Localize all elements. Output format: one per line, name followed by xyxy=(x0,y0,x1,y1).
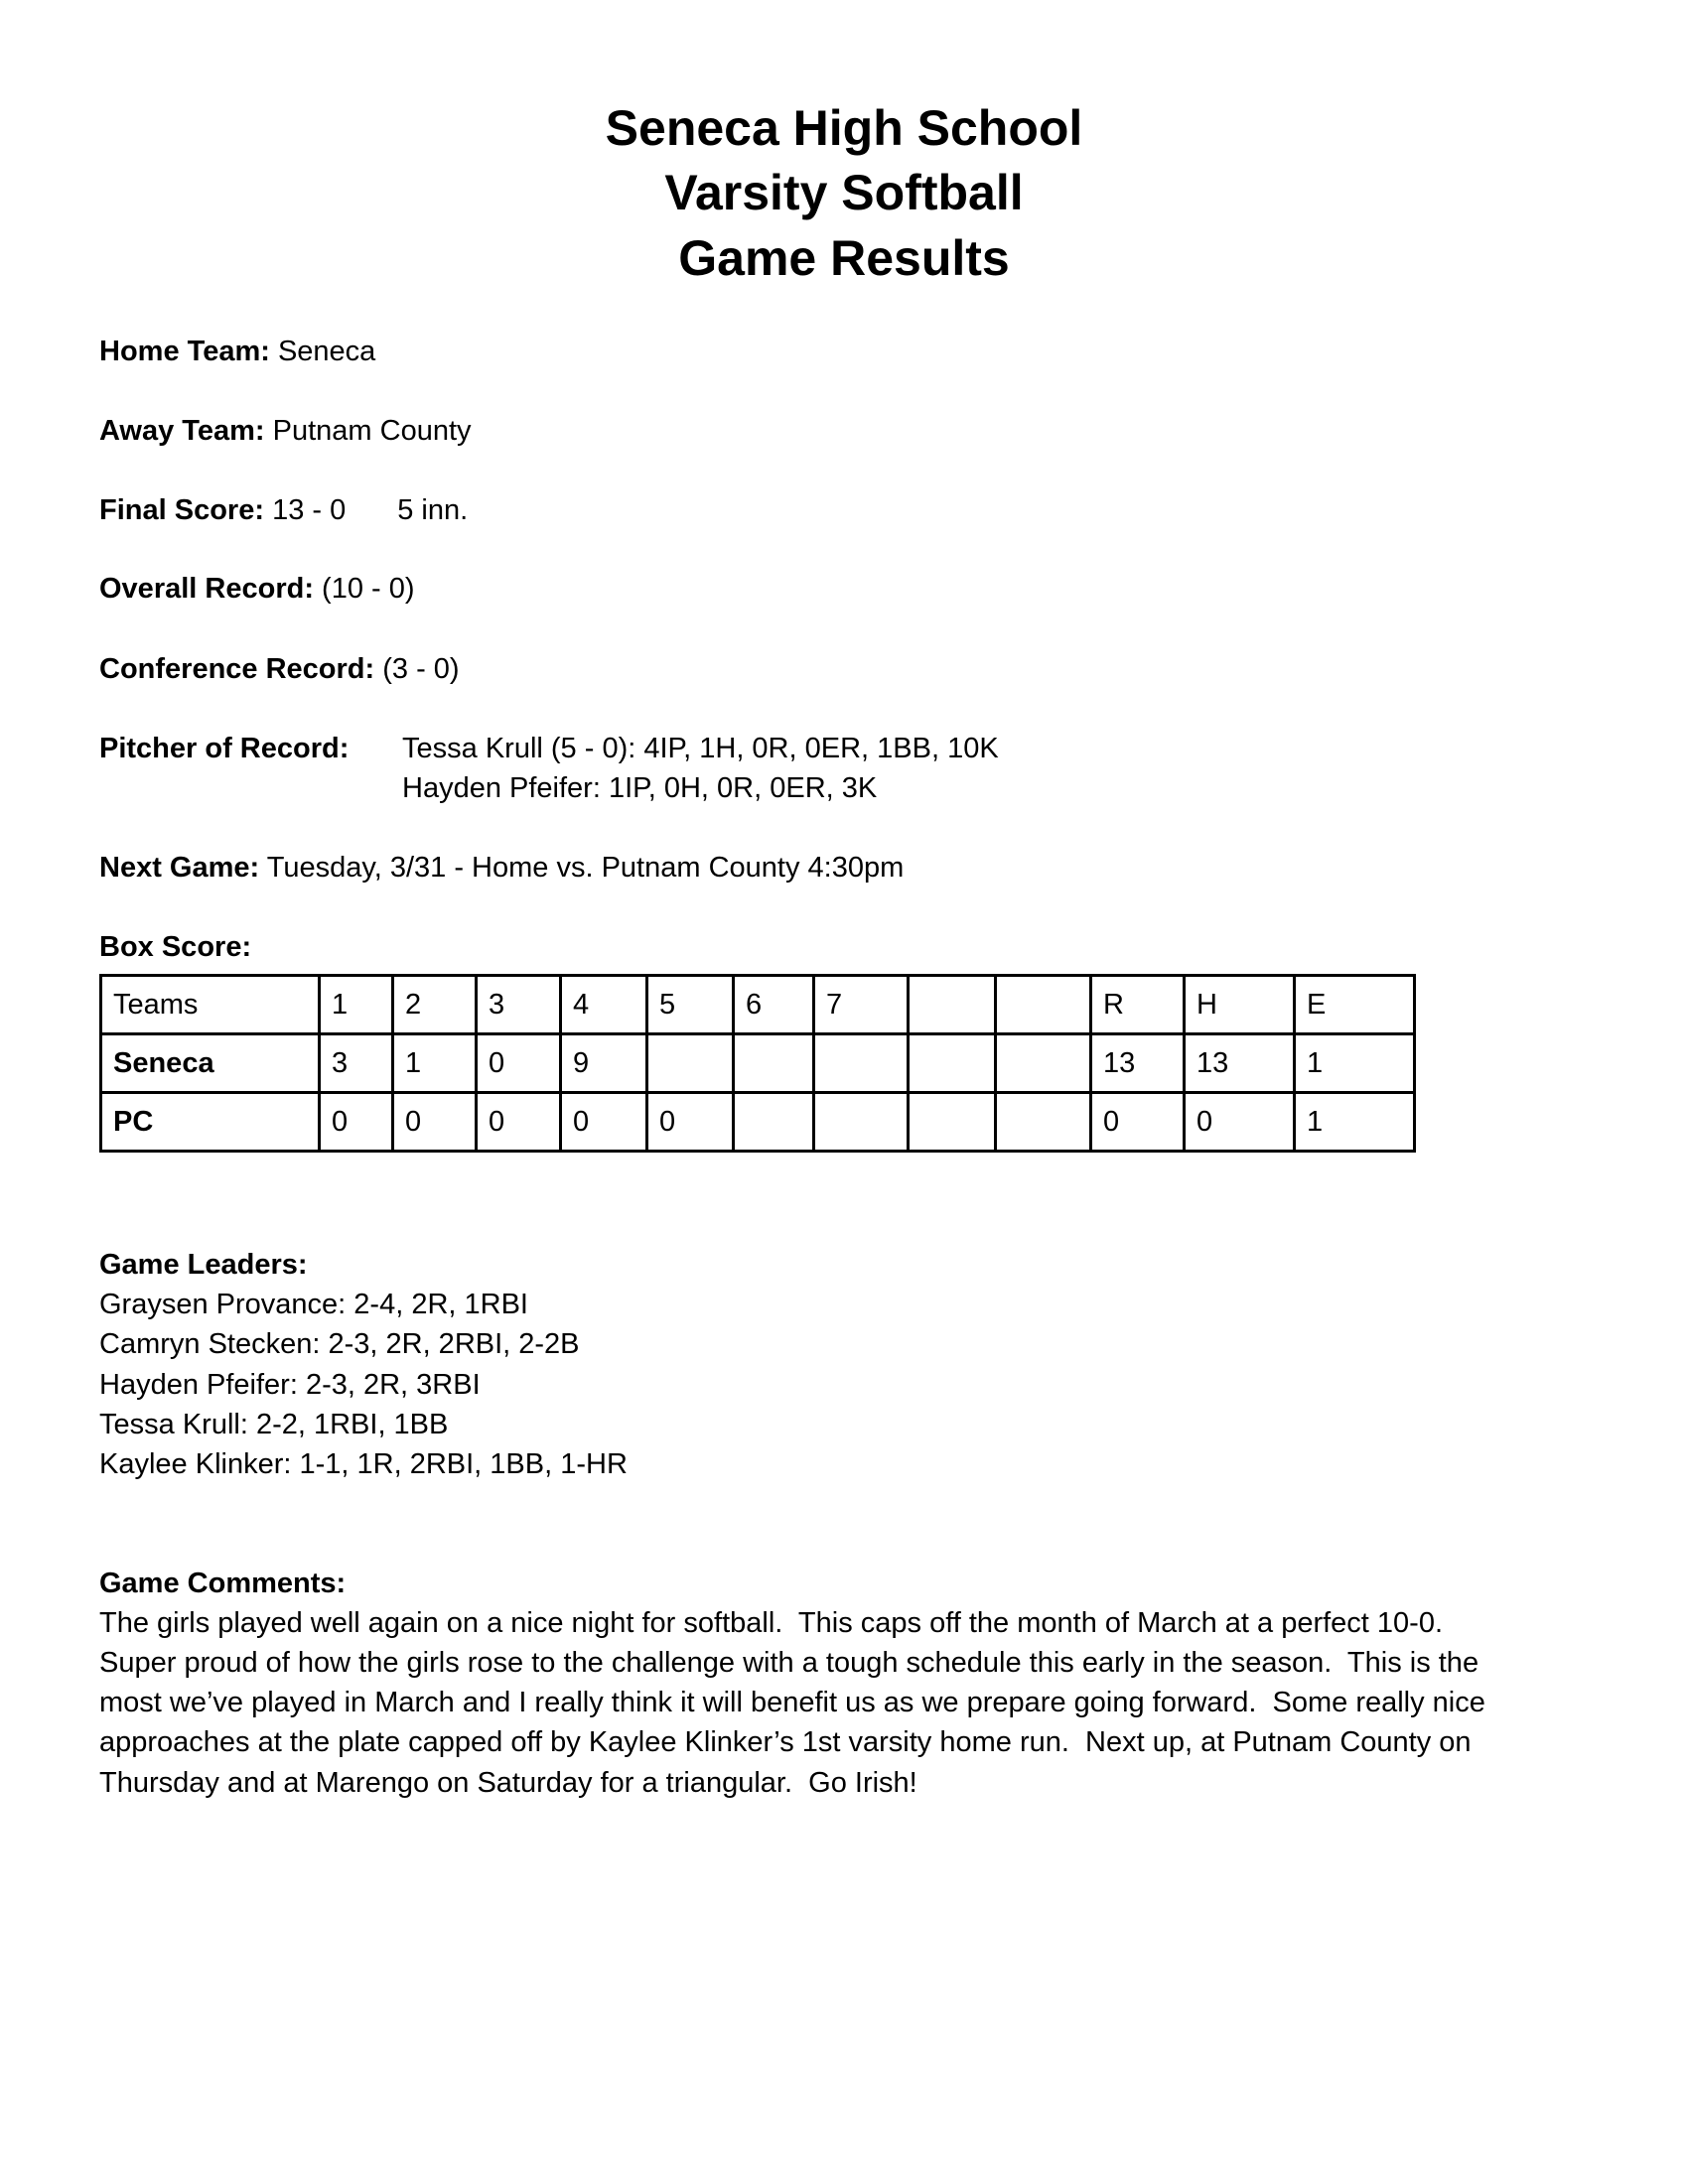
runs-cell: 13 xyxy=(1091,1034,1185,1093)
inning-cell: 0 xyxy=(320,1093,393,1152)
header-cell-errors: E xyxy=(1295,976,1415,1034)
next-game-value: Tuesday, 3/31 - Home vs. Putnam County 4:30pm xyxy=(266,852,905,884)
header-cell: 5 xyxy=(647,976,734,1034)
box-score-label: Box Score: xyxy=(99,931,252,963)
leader-item: Camryn Stecken: 2-3, 2R, 2RBI, 2-2B xyxy=(99,1328,580,1360)
final-score-field xyxy=(99,490,468,530)
comment-line: most we’ve played in March and I really think it will benefit us as we prepare going forward. Some really nice xyxy=(99,1687,1485,1718)
leader-item: Hayden Pfeifer: 2-3, 2R, 3RBI xyxy=(99,1369,481,1401)
comment-line: Thursday and at Marengo on Saturday for a triangular. Go Irish! xyxy=(99,1767,917,1799)
comment-line: approaches at the plate capped off by Kaylee Klinker’s 1st varsity home run. Next up, at Putnam County on xyxy=(99,1726,1472,1758)
errors-cell: 1 xyxy=(1295,1034,1415,1093)
home-team-label: Home Team: xyxy=(99,336,270,367)
inning-cell: 3 xyxy=(320,1034,393,1093)
final-score-value: 13 - 0 xyxy=(272,494,347,526)
header-cell: 4 xyxy=(561,976,647,1034)
header-cell-hits: H xyxy=(1185,976,1295,1034)
conference-record-value: (3 - 0) xyxy=(382,653,460,685)
team-name-cell: Seneca xyxy=(101,1034,320,1093)
header-cell xyxy=(909,976,996,1034)
box-score-table xyxy=(99,974,1416,1153)
title-line-school: Seneca High School xyxy=(605,100,1083,156)
inning-cell xyxy=(996,1093,1091,1152)
leader-item: Kaylee Klinker: 1-1, 1R, 2RBI, 1BB, 1-HR xyxy=(99,1448,628,1480)
overall-record-label: Overall Record: xyxy=(99,573,314,605)
title-line-team: Varsity Softball xyxy=(664,165,1024,220)
runs-cell: 0 xyxy=(1091,1093,1185,1152)
hits-cell: 13 xyxy=(1185,1034,1295,1093)
final-score-innings: 5 inn. xyxy=(397,494,469,526)
pitcher-of-record-label: Pitcher of Record: xyxy=(99,733,350,764)
overall-record-value: (10 - 0) xyxy=(322,573,415,605)
header-cell xyxy=(996,976,1091,1034)
inning-cell: 0 xyxy=(393,1093,477,1152)
inning-cell: 0 xyxy=(477,1034,561,1093)
inning-cell: 0 xyxy=(477,1093,561,1152)
box-score-header-row xyxy=(101,976,1415,1034)
home-team-field xyxy=(99,332,375,371)
inning-cell xyxy=(996,1034,1091,1093)
inning-cell xyxy=(734,1093,814,1152)
inning-cell xyxy=(734,1034,814,1093)
away-team-label: Away Team: xyxy=(99,415,265,447)
inning-cell xyxy=(909,1034,996,1093)
comment-line: The girls played well again on a nice night for softball. This caps off the month of March at a perfect 10-0. xyxy=(99,1607,1444,1639)
inning-cell: 0 xyxy=(647,1093,734,1152)
pitcher-line: Tessa Krull (5 - 0): 4IP, 1H, 0R, 0ER, 1BB, 10K xyxy=(402,733,999,764)
leader-item: Tessa Krull: 2-2, 1RBI, 1BB xyxy=(99,1409,449,1440)
inning-cell: 1 xyxy=(393,1034,477,1093)
game-leaders-label: Game Leaders: xyxy=(99,1249,308,1281)
inning-cell xyxy=(814,1093,909,1152)
overall-record-field xyxy=(99,569,415,609)
home-team-value: Seneca xyxy=(277,336,376,367)
header-cell: 3 xyxy=(477,976,561,1034)
hits-cell: 0 xyxy=(1185,1093,1295,1152)
comment-line: Super proud of how the girls rose to the challenge with a tough schedule this early in the season. This is the xyxy=(99,1647,1479,1679)
header-cell: 2 xyxy=(393,976,477,1034)
table-row-seneca xyxy=(101,1034,1415,1093)
header-cell: 6 xyxy=(734,976,814,1034)
next-game-field xyxy=(99,848,904,887)
inning-cell: 0 xyxy=(561,1093,647,1152)
final-score-label: Final Score: xyxy=(99,494,264,526)
away-team-field xyxy=(99,411,472,451)
header-cell: 7 xyxy=(814,976,909,1034)
errors-cell: 1 xyxy=(1295,1093,1415,1152)
header-cell: Teams xyxy=(101,976,320,1034)
table-row-pc xyxy=(101,1093,1415,1152)
header-cell-runs: R xyxy=(1091,976,1185,1034)
title-line-results: Game Results xyxy=(678,230,1010,286)
team-name-cell: PC xyxy=(101,1093,320,1152)
conference-record-field xyxy=(99,649,460,689)
leader-item: Graysen Provance: 2-4, 2R, 1RBI xyxy=(99,1289,528,1320)
pitcher-line: Hayden Pfeifer: 1IP, 0H, 0R, 0ER, 3K xyxy=(402,772,878,804)
inning-cell xyxy=(909,1093,996,1152)
game-comments-label: Game Comments: xyxy=(99,1568,347,1599)
inning-cell: 9 xyxy=(561,1034,647,1093)
next-game-label: Next Game: xyxy=(99,852,260,884)
inning-cell xyxy=(647,1034,734,1093)
inning-cell xyxy=(814,1034,909,1093)
header-cell: 1 xyxy=(320,976,393,1034)
conference-record-label: Conference Record: xyxy=(99,653,375,685)
away-team-value: Putnam County xyxy=(272,415,472,447)
